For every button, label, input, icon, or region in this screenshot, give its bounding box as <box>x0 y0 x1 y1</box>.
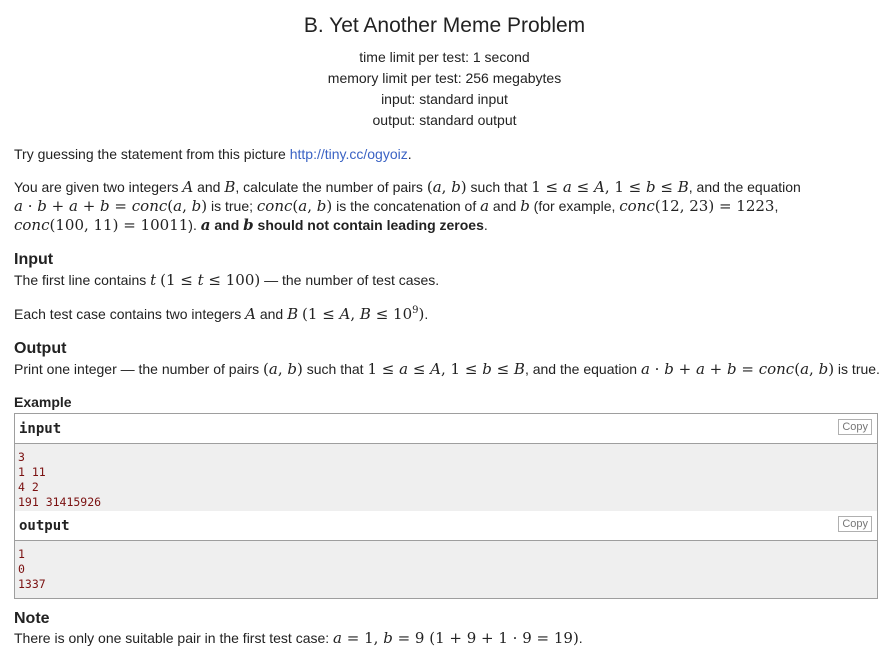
note-line: There is only one suitable pair in the first test case: a = 1, b = 9 (1 + 9 + 1 · 9 = 19). <box>14 629 583 647</box>
example-line: 1 11 <box>18 465 46 479</box>
output-line-1: Print one integer — the number of pairs (a, b) such that 1 ≤ a ≤ A, 1 ≤ b ≤ B, and the equation a · b + a + b = conc(a, b) is true. <box>14 360 880 378</box>
example-section-title: Example <box>14 394 72 410</box>
input-line-2: Each test case contains two integers A and B (1 ≤ A, $B \le 10^9$). <box>14 305 429 323</box>
example-output-label: output <box>19 518 70 534</box>
input-kind: input: standard input <box>381 91 508 107</box>
note-section-title: Note <box>14 610 50 627</box>
example-input-header <box>15 414 877 444</box>
input-line-1: The first line contains t (1 ≤ t ≤ 100) — the number of test cases. <box>14 271 440 289</box>
example-line: 3 <box>18 450 25 464</box>
problem-title: B. Yet Another Meme Problem <box>303 14 586 37</box>
time-limit: time limit per test: 1 second <box>359 49 530 65</box>
statement-line-1: You are given two integers A and B, calculate the number of pairs (a, b) such that 1 ≤ a ≤ A, 1 ≤ b ≤ B, and the equation <box>14 178 801 196</box>
example-line: 191 31415926 <box>18 495 102 509</box>
example-input-content <box>15 444 877 516</box>
memory-limit: memory limit per test: 256 megabytes <box>327 70 562 86</box>
output-section-title: Output <box>14 340 67 357</box>
guess-text: Try guessing the statement from this picture <box>14 146 290 162</box>
example-line: 1 <box>18 547 25 561</box>
example-line: 1337 <box>18 577 46 591</box>
guess-end: . <box>407 146 412 162</box>
copy-input-button[interactable]: Copy <box>838 419 872 435</box>
example-input-box <box>14 413 878 517</box>
statement-line-3: conc(100, 11) = 10011). a and b should not contain leading zeroes. <box>14 216 488 234</box>
picture-link[interactable]: http://tiny.cc/ogyoiz <box>289 146 408 162</box>
example-line: 4 2 <box>18 480 39 494</box>
copy-output-button[interactable]: Copy <box>838 516 872 532</box>
example-input-label: input <box>19 421 62 437</box>
example-output-content <box>15 541 877 598</box>
input-section-title: Input <box>14 251 54 268</box>
output-kind: output: standard output <box>372 112 517 128</box>
statement-line-2: a · b + a + b = conc(a, b) is true; conc(a, b) is the concatenation of a and b (for example, conc(12, 23) = 1223, <box>14 197 779 215</box>
example-output-header <box>15 511 877 541</box>
example-output-box <box>14 511 878 599</box>
example-line: 0 <box>18 562 25 576</box>
guess-paragraph <box>14 146 412 162</box>
